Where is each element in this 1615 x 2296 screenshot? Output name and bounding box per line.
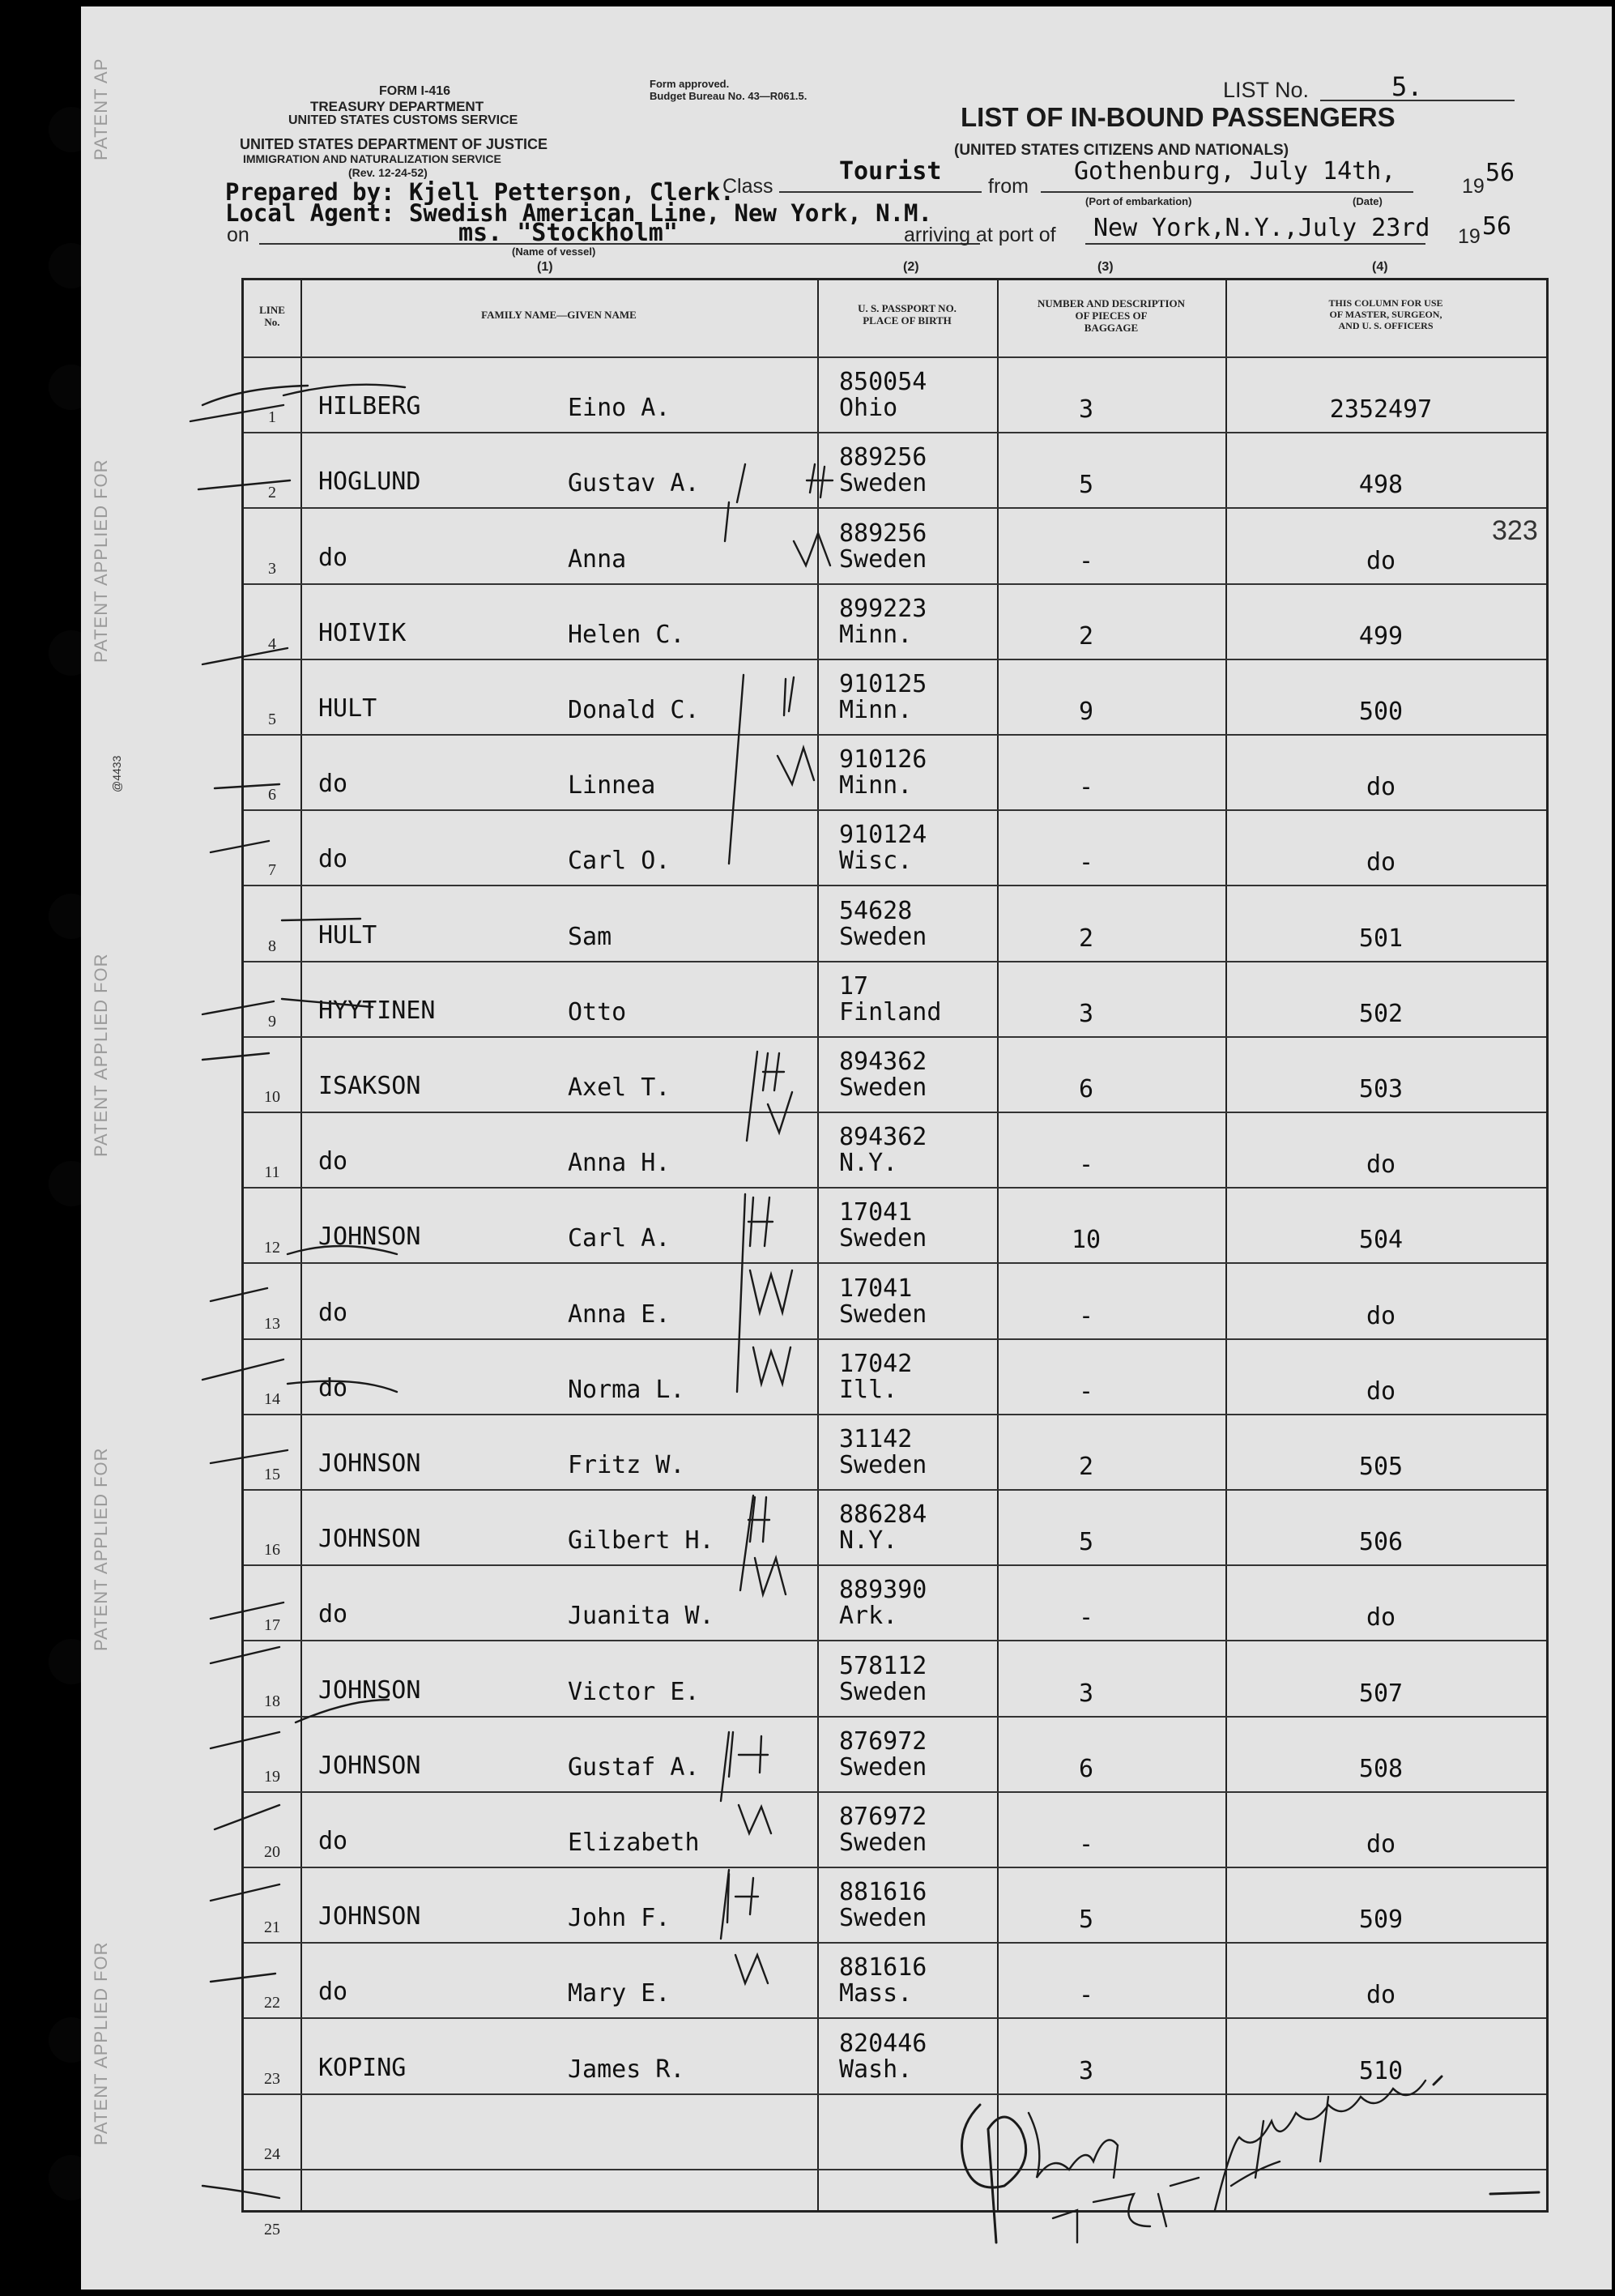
passport-number: 17041: [839, 1274, 913, 1303]
arriving-value: New York,N.Y.,July 23rd: [1093, 214, 1430, 242]
place-of-birth: Sweden: [839, 544, 927, 574]
passport-number: 886284: [839, 1500, 927, 1530]
given-name: Axel T.: [568, 1073, 671, 1102]
officer-number: 500: [1358, 697, 1404, 726]
date-caption: (Date): [1353, 195, 1383, 207]
table-row: [244, 1414, 1546, 1489]
passport-number: 876972: [839, 1802, 927, 1831]
family-name: HOIVIK: [318, 618, 407, 647]
line-number: 17: [264, 1616, 280, 1635]
table-row: [244, 2093, 1546, 2169]
baggage-count: 5: [1078, 471, 1094, 500]
baggage-count: 2: [1078, 924, 1094, 953]
margin-number: 323: [1492, 515, 1538, 546]
prepared-by: Prepared by: Kjell Petterson, Clerk.: [225, 178, 735, 206]
line-number: 19: [264, 1767, 280, 1786]
header-officers: THIS COLUMN FOR USE OF MASTER, SURGEON, AND U. S. OFFICERS: [1328, 297, 1443, 331]
given-name: Otto: [568, 997, 627, 1026]
table-row: [244, 1489, 1546, 1564]
passport-number: 578112: [839, 1651, 927, 1680]
family-name: do: [318, 1147, 348, 1176]
patent-margin-text: PATENT APPLIED FOR: [91, 459, 111, 663]
form-revision: (Rev. 12-24-52): [348, 166, 428, 179]
passport-number: 881616: [839, 1878, 927, 1907]
baggage-count: 6: [1078, 1074, 1094, 1103]
family-name: do: [318, 1978, 348, 2007]
port-embarkation-caption: (Port of embarkation): [1085, 195, 1192, 207]
officer-number: do: [1366, 1603, 1396, 1632]
baggage-count: -: [1078, 773, 1094, 802]
place-of-birth: Sweden: [839, 1224, 927, 1253]
list-no-value: 5.: [1391, 71, 1423, 102]
place-of-birth: Sweden: [839, 1752, 927, 1782]
column-number: (1): [537, 260, 553, 274]
given-name: Helen C.: [568, 620, 685, 649]
place-of-birth: N.Y.: [839, 1149, 898, 1178]
table-row: [244, 1262, 1546, 1338]
line-number: 2: [268, 484, 276, 502]
table-row: [244, 659, 1546, 734]
table-row: [244, 1036, 1546, 1112]
header-baggage: NUMBER AND DESCRIPTION OF PIECES OF BAGGAGE: [1037, 297, 1186, 334]
form-number: FORM I-416: [379, 84, 451, 98]
officer-number: 501: [1358, 924, 1404, 953]
family-name: JOHNSON: [318, 1449, 421, 1478]
officer-number: 505: [1358, 1452, 1404, 1481]
from-year-prefix: 19: [1462, 175, 1485, 198]
table-row: [244, 432, 1546, 507]
table-row: [244, 961, 1546, 1036]
given-name: Carl O.: [568, 847, 671, 876]
line-number: 13: [264, 1314, 280, 1333]
class-value: Tourist: [839, 157, 942, 186]
given-name: Juanita W.: [568, 1602, 714, 1631]
given-name: Gilbert H.: [568, 1526, 714, 1556]
dept-justice: UNITED STATES DEPARTMENT OF JUSTICE: [240, 136, 548, 152]
passport-number: 899223: [839, 594, 927, 623]
family-name: JOHNSON: [318, 1751, 421, 1780]
family-name: HYYTINEN: [318, 996, 436, 1025]
column-number: (3): [1097, 260, 1114, 274]
given-name: Anna: [568, 544, 627, 574]
table-row: [244, 1791, 1546, 1867]
line-number: 25: [264, 2220, 280, 2238]
table-row: [244, 1716, 1546, 1791]
family-name: HULT: [318, 693, 377, 723]
family-name: JOHNSON: [318, 1525, 421, 1554]
family-name: do: [318, 1298, 348, 1327]
given-name: Norma L.: [568, 1375, 685, 1404]
place-of-birth: Ohio: [839, 394, 898, 423]
family-name: HILBERG: [318, 392, 421, 421]
header-line-no: LINE No.: [259, 304, 285, 328]
passport-number: 894362: [839, 1123, 927, 1152]
passport-number: 910125: [839, 669, 927, 698]
vessel-caption: (Name of vessel): [512, 245, 596, 258]
baggage-count: -: [1078, 1150, 1094, 1180]
line-number: 8: [268, 937, 276, 955]
officer-number: 510: [1358, 2056, 1404, 2085]
dept-ins: IMMIGRATION AND NATURALIZATION SERVICE: [243, 152, 501, 165]
table-row: [244, 1112, 1546, 1187]
given-name: Gustaf A.: [568, 1752, 700, 1782]
baggage-count: 9: [1078, 697, 1094, 726]
officer-number: 499: [1358, 621, 1404, 651]
family-name: do: [318, 770, 348, 799]
passport-number: 889256: [839, 443, 927, 472]
family-name: HULT: [318, 920, 377, 950]
given-name: Anna H.: [568, 1149, 671, 1178]
margin-stamp: @4433: [110, 755, 123, 792]
place-of-birth: Sweden: [839, 1904, 927, 1933]
table-row: [244, 583, 1546, 659]
page-subtitle: (UNITED STATES CITIZENS AND NATIONALS): [954, 142, 1289, 159]
patent-margin-text: PATENT AP: [91, 58, 111, 160]
column-number: (4): [1372, 260, 1388, 274]
given-name: Gustav A.: [568, 469, 700, 498]
table-row: [244, 734, 1546, 809]
officer-number: do: [1366, 1981, 1396, 2010]
line-number: 5: [268, 710, 276, 728]
class-line: [779, 191, 982, 193]
place-of-birth: N.Y.: [839, 1526, 898, 1556]
header-name: FAMILY NAME—GIVEN NAME: [481, 309, 637, 321]
passport-number: 54628: [839, 896, 913, 925]
form-approved: Form approved.: [650, 78, 730, 90]
officer-number: 2352497: [1329, 395, 1433, 425]
place-of-birth: Sweden: [839, 1073, 927, 1102]
header-passport: U. S. PASSPORT NO. PLACE OF BIRTH: [858, 302, 957, 326]
place-of-birth: Ark.: [839, 1602, 898, 1631]
line-number: 24: [264, 2144, 280, 2163]
line-number: 4: [268, 634, 276, 653]
baggage-count: -: [1078, 1603, 1094, 1632]
baggage-count: 6: [1078, 1754, 1094, 1783]
place-of-birth: Minn.: [839, 771, 913, 800]
passport-number: 910126: [839, 745, 927, 775]
officer-number: 498: [1358, 471, 1404, 500]
baggage-count: -: [1078, 1376, 1094, 1406]
line-number: 12: [264, 1239, 280, 1257]
place-of-birth: Sweden: [839, 922, 927, 951]
family-name: do: [318, 845, 348, 874]
baggage-count: 3: [1078, 395, 1094, 425]
baggage-count: 5: [1078, 1906, 1094, 1935]
table-row: [244, 356, 1546, 432]
line-number: 7: [268, 861, 276, 880]
family-name: do: [318, 1826, 348, 1855]
baggage-count: -: [1078, 546, 1094, 575]
vessel-name: ms. "Stockholm": [458, 219, 678, 247]
passport-number: 17041: [839, 1198, 913, 1227]
passport-number: 881616: [839, 1953, 927, 1982]
table-row: [244, 1338, 1546, 1414]
from-line: [1041, 191, 1413, 193]
baggage-count: -: [1078, 848, 1094, 877]
place-of-birth: Sweden: [839, 1677, 927, 1706]
manifest-page: [81, 6, 1612, 2290]
baggage-count: 2: [1078, 621, 1094, 651]
line-number: 21: [264, 1918, 280, 1937]
passport-number: 876972: [839, 1726, 927, 1756]
baggage-count: 2: [1078, 1452, 1094, 1481]
given-name: Fritz W.: [568, 1450, 685, 1479]
dept-customs: UNITED STATES CUSTOMS SERVICE: [288, 113, 518, 127]
line-number: 9: [268, 1012, 276, 1031]
passenger-table: [241, 278, 1549, 2238]
passport-number: 820446: [839, 2029, 927, 2058]
local-agent: Local Agent: Swedish American Line, New York, N.M.: [225, 199, 932, 227]
passport-number: 850054: [839, 368, 927, 397]
table-row: [244, 1867, 1546, 1942]
baggage-count: 3: [1078, 1679, 1094, 1708]
family-name: KOPING: [318, 2053, 407, 2082]
given-name: Elizabeth: [568, 1828, 700, 1857]
given-name: James R.: [568, 2055, 685, 2084]
officer-number: do: [1366, 1150, 1396, 1180]
table-row: [244, 885, 1546, 960]
place-of-birth: Mass.: [839, 1979, 913, 2008]
line-number: 6: [268, 786, 276, 804]
officer-number: do: [1366, 1301, 1396, 1330]
baggage-count: -: [1078, 1301, 1094, 1330]
patent-margin-text: PATENT APPLIED FOR: [91, 1447, 111, 1651]
family-name: ISAKSON: [318, 1071, 421, 1100]
arriving-label: arriving at port of: [904, 224, 1056, 246]
officer-number: 507: [1358, 1679, 1404, 1708]
patent-margin-text: PATENT APPLIED FOR: [91, 1941, 111, 2145]
family-name: do: [318, 1373, 348, 1402]
family-name: HOGLUND: [318, 467, 421, 497]
class-label: Class: [722, 175, 773, 198]
given-name: Eino A.: [568, 394, 671, 423]
baggage-count: 10: [1071, 1226, 1102, 1255]
table-row: [244, 1564, 1546, 1640]
table-row: [244, 1640, 1546, 1715]
table-row: [244, 507, 1546, 583]
column-number: (2): [903, 260, 919, 274]
passport-number: 31142: [839, 1424, 913, 1453]
arrive-year-prefix: 19: [1458, 225, 1481, 248]
line-number: 20: [264, 1842, 280, 1861]
given-name: Donald C.: [568, 695, 700, 724]
officer-number: 506: [1358, 1528, 1404, 1557]
baggage-count: 3: [1078, 2056, 1094, 2085]
officer-number: 502: [1358, 999, 1404, 1028]
passport-number: 889256: [839, 519, 927, 548]
given-name: John F.: [568, 1904, 671, 1933]
place-of-birth: Sweden: [839, 469, 927, 498]
place-of-birth: Sweden: [839, 1828, 927, 1857]
given-name: Carl A.: [568, 1224, 671, 1253]
baggage-count: 5: [1078, 1528, 1094, 1557]
family-name: JOHNSON: [318, 1675, 421, 1705]
line-number: 14: [264, 1389, 280, 1408]
place-of-birth: Minn.: [839, 695, 913, 724]
given-name: Linnea: [568, 771, 656, 800]
table-row: [244, 1187, 1546, 1262]
place-of-birth: Wash.: [839, 2055, 913, 2084]
given-name: Mary E.: [568, 1979, 671, 2008]
officer-number: 508: [1358, 1754, 1404, 1783]
list-no-label: LIST No.: [1223, 78, 1310, 102]
given-name: Victor E.: [568, 1677, 700, 1706]
place-of-birth: Minn.: [839, 620, 913, 649]
place-of-birth: Wisc.: [839, 847, 913, 876]
place-of-birth: Sweden: [839, 1300, 927, 1329]
officer-number: 504: [1358, 1226, 1404, 1255]
family-name: do: [318, 1600, 348, 1629]
line-number: 18: [264, 1692, 280, 1710]
officer-number: do: [1366, 1376, 1396, 1406]
given-name: Sam: [568, 922, 612, 951]
line-number: 15: [264, 1465, 280, 1483]
from-value: Gothenburg, July 14th,: [1074, 157, 1396, 186]
on-label: on: [227, 224, 249, 246]
budget-bureau: Budget Bureau No. 43—R061.5.: [650, 90, 808, 102]
passport-number: 910124: [839, 821, 927, 850]
given-name: Anna E.: [568, 1300, 671, 1329]
table-row: [244, 809, 1546, 885]
line-number: 16: [264, 1541, 280, 1560]
officer-number: 509: [1358, 1906, 1404, 1935]
table-row: [244, 1942, 1546, 2017]
place-of-birth: Ill.: [839, 1375, 898, 1404]
place-of-birth: Finland: [839, 997, 942, 1026]
passport-number: 17: [839, 971, 869, 1001]
line-number: 3: [268, 559, 276, 578]
patent-margin-text: PATENT APPLIED FOR: [91, 953, 111, 1157]
arriving-line: [1085, 243, 1425, 245]
table-row: [244, 2169, 1546, 2244]
arrive-year: 56: [1482, 212, 1512, 241]
page-title: LIST OF IN-BOUND PASSENGERS: [961, 102, 1396, 132]
from-label: from: [988, 175, 1029, 198]
officer-number: do: [1366, 1829, 1396, 1859]
officer-number: do: [1366, 546, 1396, 575]
line-number: 1: [268, 408, 276, 427]
passport-number: 889390: [839, 1576, 927, 1605]
officer-number: 503: [1358, 1074, 1404, 1103]
baggage-count: -: [1078, 1829, 1094, 1859]
officer-number: do: [1366, 773, 1396, 802]
family-name: JOHNSON: [318, 1902, 421, 1931]
passport-number: 894362: [839, 1047, 927, 1076]
family-name: JOHNSON: [318, 1223, 421, 1252]
line-number: 10: [264, 1087, 280, 1106]
passport-number: 17042: [839, 1349, 913, 1378]
baggage-count: 3: [1078, 999, 1094, 1028]
family-name: do: [318, 543, 348, 572]
vessel-line: [259, 243, 980, 245]
baggage-count: -: [1078, 1981, 1094, 2010]
line-number: 23: [264, 2069, 280, 2088]
dept-treasury: TREASURY DEPARTMENT: [310, 99, 484, 114]
line-number: 11: [264, 1163, 280, 1182]
officer-number: do: [1366, 848, 1396, 877]
from-year: 56: [1485, 159, 1515, 187]
place-of-birth: Sweden: [839, 1450, 927, 1479]
line-number: 22: [264, 1994, 280, 2012]
table-row: [244, 2017, 1546, 2093]
